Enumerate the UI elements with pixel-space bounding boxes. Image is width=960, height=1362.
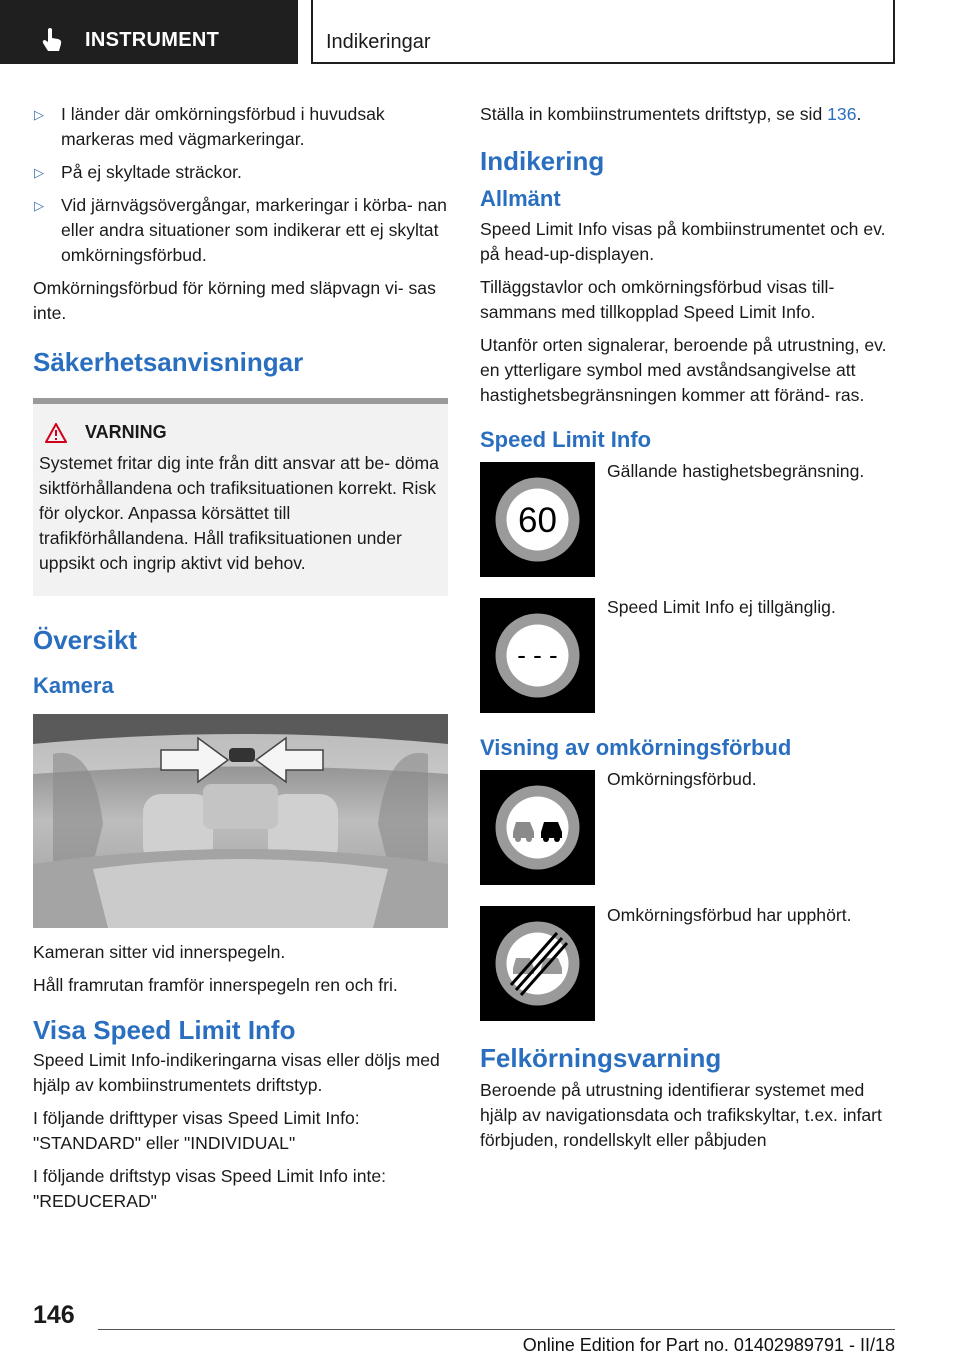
end-of-no-overtaking-sign-icon <box>480 906 595 1021</box>
warning-header <box>39 420 442 445</box>
camera-text-location: Kameran sitter vid innerspegeln. <box>33 942 286 962</box>
no-overtaking-sign-icon <box>480 770 595 885</box>
speed-limit-caption: Gällande hastighetsbegränsning. <box>607 461 865 481</box>
triangle-bullet-icon: ▷ <box>34 107 44 122</box>
list-item: ▷ På ej skyltade sträckor. <box>33 160 448 185</box>
general-text-1: Speed Limit Info visas på kombiinstrumentet och ev. på head-up-displayen. <box>480 219 886 264</box>
end-no-overtaking-caption: Omkörningsförbud har upphört. <box>607 905 852 925</box>
sign-row-end-no-overtaking <box>480 906 898 1021</box>
header-topic-label: Indikeringar <box>326 31 431 53</box>
warning-triangle-icon <box>45 423 67 443</box>
header-section-label: INSTRUMENT <box>85 29 220 51</box>
footer-edition: Online Edition for Part no. 01402989791 - II/18 <box>522 1335 895 1355</box>
camera-location-figure <box>33 714 448 928</box>
safety-heading: Säkerhetsanvisningar <box>33 347 304 377</box>
general-heading: Allmänt <box>480 186 561 211</box>
left-column <box>33 102 448 1222</box>
display-text-standard: I följande drifttyper visas Speed Limit Info: "STANDARD" eller "INDIVIDUAL" <box>33 1108 360 1153</box>
unavailable-caption: Speed Limit Info ej tillgänglig. <box>607 597 836 617</box>
camera-text-clean: Håll framrutan framför innerspegeln ren och fri. <box>33 975 398 995</box>
sign-row-unavailable <box>480 598 898 713</box>
triangle-bullet-icon: ▷ <box>34 165 44 180</box>
general-text-2: Tilläggstavlor och omkörningsförbud visas till‐ sammans med tillkopplad Speed Limit Info. <box>480 277 835 322</box>
triangle-bullet-icon: ▷ <box>34 198 44 213</box>
speed-limit-value: 60 <box>518 501 557 540</box>
trailer-note: Omkörningsförbud för körning med släpvagn vi‐ sas inte. <box>33 278 436 323</box>
sign-row-speed-limit <box>480 462 898 577</box>
warning-box <box>33 398 448 596</box>
list-item: ▷ I länder där omkörningsförbud i huvudsak markeras med vägmarkeringar. <box>34 104 385 149</box>
speed-limit-sign-icon <box>480 462 595 577</box>
malfunction-heading: Felkörningsvarning <box>480 1043 722 1073</box>
display-text-reduced: I följande driftstyp visas Speed Limit Info inte: "REDUCERAD" <box>33 1166 387 1211</box>
indication-heading: Indikering <box>480 146 605 176</box>
drive-mode-reference: Ställa in kombiinstrumentets driftstyp, se sid 136. <box>480 104 862 124</box>
display-heading: Visa Speed Limit Info <box>33 1015 296 1045</box>
speed-limit-unavailable-sign-icon <box>480 598 595 713</box>
footer-rule <box>98 1329 895 1330</box>
display-text-intro: Speed Limit Info-indikeringarna visas eller döljs med hjälp av kombiinstrumentets driftstyp. <box>33 1050 440 1095</box>
bullet-list <box>33 102 448 268</box>
page-reference-link[interactable]: 136 <box>827 104 857 124</box>
speed-limit-info-heading: Speed Limit Info <box>480 427 652 452</box>
no-overtaking-caption: Omkörningsförbud. <box>607 769 757 789</box>
right-column <box>480 102 898 1161</box>
overtaking-heading: Visning av omkörningsförbud <box>480 735 792 760</box>
unavailable-dashes: - - - <box>517 640 558 670</box>
warning-label: VARNING <box>85 422 167 442</box>
camera-heading: Kamera <box>33 673 114 698</box>
overview-heading: Översikt <box>33 625 138 655</box>
page-number: 146 <box>33 1301 75 1329</box>
hand-pointer-icon <box>40 27 64 53</box>
malfunction-text: Beroende på utrustning identifierar systemet med hjälp av navigationsdata och trafikskyltar, t.ex. infart förbjuden, rondellskylt eller påbjuden <box>480 1080 882 1150</box>
list-item: ▷ Vid järnvägsövergångar, markeringar i körba‐ nan eller andra situationer som indikerar ett ej skyltat omkörningsförbud. <box>34 195 447 265</box>
general-text-3: Utanför orten signalerar, beroende på utrustning, ev. en ytterligare symbol med avståndsangivelse att hastighetsbegränsningen kommer att föränd‐ ras. <box>480 335 887 405</box>
warning-text: Systemet fritar dig inte från ditt ansvar att be‐ döma siktförhållandena och trafiksituationen korrekt. Risk för olyckor. Anpassa körsättet till trafikförhållandena. Håll trafiksituationen under uppsikt och ingrip aktivt vid behov. <box>39 453 439 573</box>
sign-row-no-overtaking <box>480 770 898 885</box>
header-section-tab <box>0 0 298 64</box>
